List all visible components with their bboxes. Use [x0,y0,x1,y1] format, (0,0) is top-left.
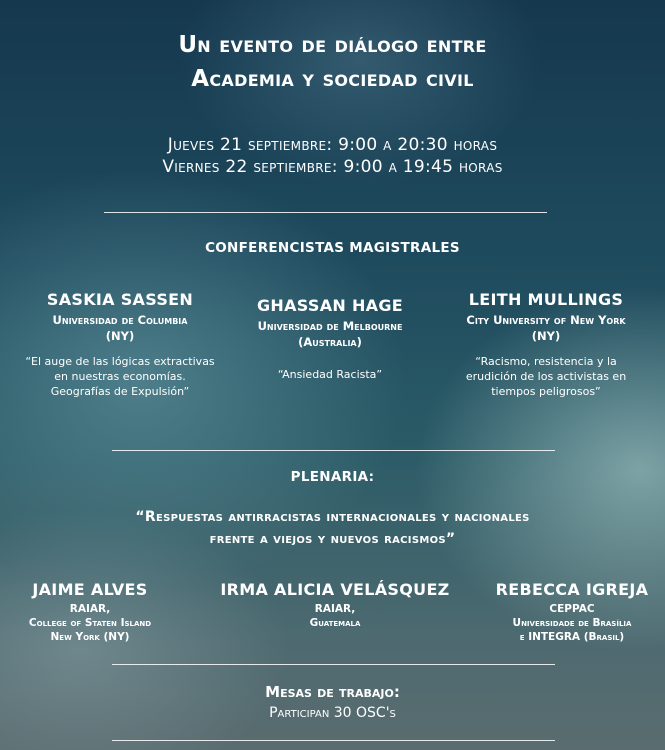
workshops-title: Mesas de trabajo: [265,683,400,701]
affiliation-line: City University of New York [466,313,626,327]
date-line-1: Jueves 21 septiembre: 9:00 a 20:30 horas [167,135,498,155]
talk-line: Geografías de Expulsión” [50,385,190,398]
keynote-speaker-hage [225,296,435,382]
plenary-speaker-velasquez [210,580,460,630]
divider [112,450,555,451]
speaker-name: REBECCA IGREJA [495,580,649,599]
event-dates [0,134,665,178]
speaker-name: SASKIA SASSEN [46,290,194,309]
affiliation-line: (Australia) [298,335,362,349]
plenary-title-line-2: frente a viejos y nuevos racismos” [209,531,456,547]
event-title-line-1: Un evento de diálogo entre [178,32,487,58]
affiliation-line: Universidade de Brasília [512,617,632,629]
divider [112,740,555,741]
talk-line: erudición de los activistas en [465,370,627,383]
affiliation-line: e INTEGRA (Brasil) [519,631,625,643]
talk-title [15,354,225,399]
talk-line: “Racismo, resistencia y la [475,355,617,368]
speaker-affiliation [15,312,225,344]
speaker-name: LEITH MULLINGS [468,290,624,309]
speaker-name: GHASSAN HAGE [256,296,403,315]
talk-line: tiempos peligrosos” [491,385,601,398]
plenary-heading: PLENARIA: [290,469,375,485]
plenary-speaker-igreja [487,580,657,644]
speaker-name: JAIME ALVES [32,580,148,599]
plenary-title [0,506,665,550]
speaker-affiliation [5,602,175,644]
event-title [0,28,665,96]
affiliation-line: College of Staten Island [28,617,152,629]
affiliation-line: (NY) [531,329,561,343]
affiliation-line: CEPPAC [549,603,595,615]
event-title-line-2: Academia y sociedad civil [191,66,474,92]
affiliation-line: New York (NY) [50,631,130,643]
talk-title [435,354,657,399]
divider [104,212,547,213]
speaker-affiliation [210,602,460,630]
affiliation-line: Guatemala [309,617,361,629]
speaker-name: IRMA ALICIA VELÁSQUEZ [220,580,450,599]
keynote-speaker-mullings [435,290,657,399]
keynotes-heading: CONFERENCISTAS MAGISTRALES [205,240,460,256]
affiliation-line: (NY) [105,329,135,343]
date-line-2: Viernes 22 septiembre: 9:00 a 19:45 horas [162,157,503,177]
affiliation-line: RAIAR, [69,603,111,615]
affiliation-line: Universidad de Columbia [52,313,188,327]
workshops-subtitle: Participan 30 OSC's [269,705,396,721]
plenary-title-line-1: “Respuestas antirracistas internacionales y nacionales [135,509,530,525]
plenary-speaker-alves [5,580,175,644]
keynote-speaker-sassen [15,290,225,399]
talk-line: “El auge de las lógicas extractivas [25,355,215,368]
affiliation-line: RAIAR, [314,603,356,615]
divider [112,664,555,665]
talk-title [225,367,435,382]
speaker-affiliation [487,602,657,644]
talk-line: “Ansiedad Racista” [277,368,383,381]
affiliation-line: Universidad de Melbourne [257,319,403,333]
speaker-affiliation [435,312,657,344]
speaker-affiliation [225,318,435,350]
talk-line: en nuestras economías. [54,370,186,383]
